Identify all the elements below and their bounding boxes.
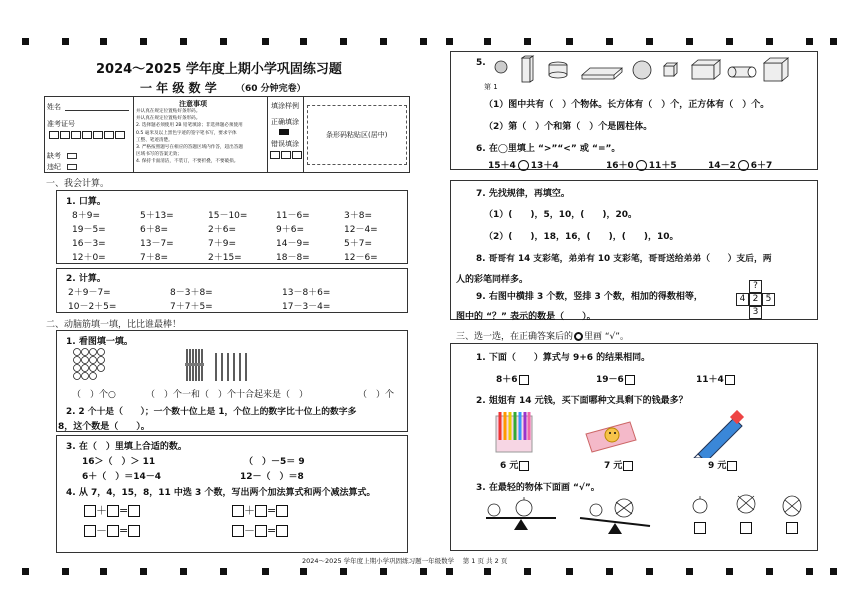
correct-fill-sample [279,129,289,135]
notice-title: 注意事项 [179,100,207,108]
calc-6: 17－3－4= [282,302,331,312]
q8-text-a: 8. 哥哥有 14 支彩笔，弟弟有 10 支彩笔，哥哥送给弟弟（ ）支后，两 [476,254,772,264]
section-3-title: 三、选一选，在正确答案后的 里画 “√”。 [456,332,629,342]
fill-wrong-label: 错误填涂 [271,140,299,148]
time-note: （60 分钟完卷） [236,84,306,94]
calc-3: 13－8＋6= [282,288,331,298]
oral-row-1: 8＋9= 5＋13= 15－10= 11－6= 3＋8= [72,211,372,221]
calc-2: 8－3＋8= [170,288,213,298]
bullet-circle-icon [574,332,583,341]
fill-correct-label: 正确填涂 [271,118,299,126]
c1-opt-1[interactable]: 8＋6 [496,372,530,385]
q4-label: 4. 从 7，4，15，8，11 中选 3 个数，写出两个加法算式和两个减法算式。 [66,488,376,498]
absent-checkbox[interactable] [67,153,77,159]
subject-title: 一 年 级 数 学 [140,81,217,95]
c3-label: 3. 在最轻的物体下面画 “√”。 [476,483,600,493]
exam-no-boxes[interactable] [49,131,126,142]
q7-part2: （2）( )，18，16，( )，( )，10。 [484,232,679,242]
wrong-fill-samples [270,151,303,161]
q2-text-a: 2. 2 个十是（ ）；一个数十位上是 1，个位上的数字比十位上的数字多 [66,407,357,417]
exam-title: 2024～2025 学年度上期小学巩固练习题 [96,62,342,77]
oral-row-3: 16－3= 13－7= 7＋9= 14－9= 5＋7= [72,239,372,249]
page-footer: 2024～2025 学年度上期小学巩固练习题一年级数学 第 1 页 共 2 页 [302,557,508,565]
q3-r1b: （ ）－5＝ 9 [244,457,305,467]
circles-picture [72,347,112,381]
pen-picture [690,410,746,458]
c2-label: 2. 姐姐有 14 元钱，买下面哪种文具剩下的钱最多？ [476,396,688,406]
notice-list: 并认真在规定位置贴好条形码。 并认真在规定位置贴好条形码。 2. 选择题必须使用 2B 铅笔填涂；非选择题必须使用 0.5 毫米及以上黑色字迹的签字笔书写，要求字体 工整、笔迹清楚。 3. 严格按照题号在相应的答题区域内作答，超出答题 区域书写的答案无效； 4. 保持卡面清洁，不装订，不要折叠，不要破损。 [136,109,243,165]
q9-text-b: 图中的 “？” 表示的数是（ ）。 [456,312,596,322]
q4-subtraction-2[interactable]: － = [232,522,288,538]
section-2-title: 二、动脑筋填一填，比比谁最棒！ [46,320,182,330]
q1-label: 1. 看图填一填。 [66,337,133,347]
name-field[interactable] [65,110,129,111]
fill-sample-label: 填涂样例 [271,102,299,110]
solids-picture [492,55,792,85]
q9-text-a: 9. 右图中横排 3 个数，竖排 3 个数，相加的得数相等， [476,292,703,302]
number-cross-grid: ? 4 2 5 3 [736,280,776,320]
q4-addition-1[interactable]: ＋ = [84,502,140,518]
q3-r2b: 12－（ ）＝8 [240,472,304,482]
oral-calc-label: 1. 口算。 [66,197,106,207]
q6-label: 6. 在◯里填上 “>”“<” 或 “=”。 [476,144,621,154]
first-label: 第 1 [484,83,498,91]
exam-no-label: 准考证号 [47,120,75,128]
q1-ones-tens: （ ）个一和（ ）个十合起来是（ ） [146,390,309,400]
calc-1: 2＋9－7= [68,288,111,298]
oral-row-4: 12＋0= 7＋8= 2＋15= 18－8= 12－6= [72,253,378,263]
q4-addition-2[interactable]: ＋ = [232,502,288,518]
q8-text-b: 人的彩笔同样多。 [456,275,529,285]
c1-label: 1. 下面（ ）算式与 9+6 的结果相同。 [476,353,651,363]
absent-label: 缺考 [47,152,61,160]
violation-label: 违纪 [47,163,61,171]
c3-box-2[interactable] [740,522,752,534]
q6-compare-3[interactable]: 14－2 6＋7 [708,161,773,171]
fruits-picture [688,492,808,520]
q3-r2a: 6＋（ ）＝14－4 [82,472,162,482]
c2-opt-2[interactable]: 7 元 [604,458,634,471]
q1-cubes: （ ）个 [358,390,395,400]
crayon-box-picture [494,410,534,454]
c2-opt-3[interactable]: 9 元 [708,458,738,471]
sticks-picture [184,345,254,385]
violation-checkbox[interactable] [67,164,77,170]
q5-part2: （2）第（ ）个和第（ ）个是圆柱体。 [484,122,653,132]
q1-count-circles: （ ）个○ [72,390,116,400]
barcode-label: 条形码粘贴区(居中) [326,131,388,139]
info-panel [44,96,410,173]
c3-box-3[interactable] [786,522,798,534]
c3-box-1[interactable] [694,522,706,534]
balance-scales-picture [484,496,664,538]
q4-subtraction-1[interactable]: － = [84,522,140,538]
calc-label: 2. 计算。 [66,274,106,284]
q7-label: 7. 先找规律，再填空。 [476,189,570,199]
c1-opt-3[interactable]: 11＋4 [696,372,736,385]
calc-5: 7＋7＋5= [170,302,213,312]
q2-text-b: 8，这个数是（ ）。 [58,422,150,432]
calc-4: 10－2＋5= [68,302,117,312]
q6-compare-1[interactable]: 15＋4 13＋4 [488,161,559,171]
q6-compare-2[interactable]: 16＋0 11＋5 [606,161,677,171]
q5-part1: （1）图中共有（ ）个物体。长方体有（ ）个，正方体有（ ）个。 [484,100,770,110]
q3-r1a: 16＞（ ）＞ 11 [82,457,156,467]
c2-opt-1[interactable]: 6 元 [500,458,530,471]
section-1-title: 一、我会计算。 [46,179,110,189]
oral-row-2: 19－5= 6＋8= 2＋6= 9＋6= 12－4= [72,225,378,235]
q7-part1: （1）( )，5，10，( )，20。 [484,210,638,220]
c1-opt-2[interactable]: 19－6 [596,372,636,385]
q5-label: 5. [476,58,486,68]
pencil-case-picture [584,420,638,456]
q3-label: 3. 在（ ）里填上合适的数。 [66,442,187,452]
name-label: 姓名 [47,103,61,111]
